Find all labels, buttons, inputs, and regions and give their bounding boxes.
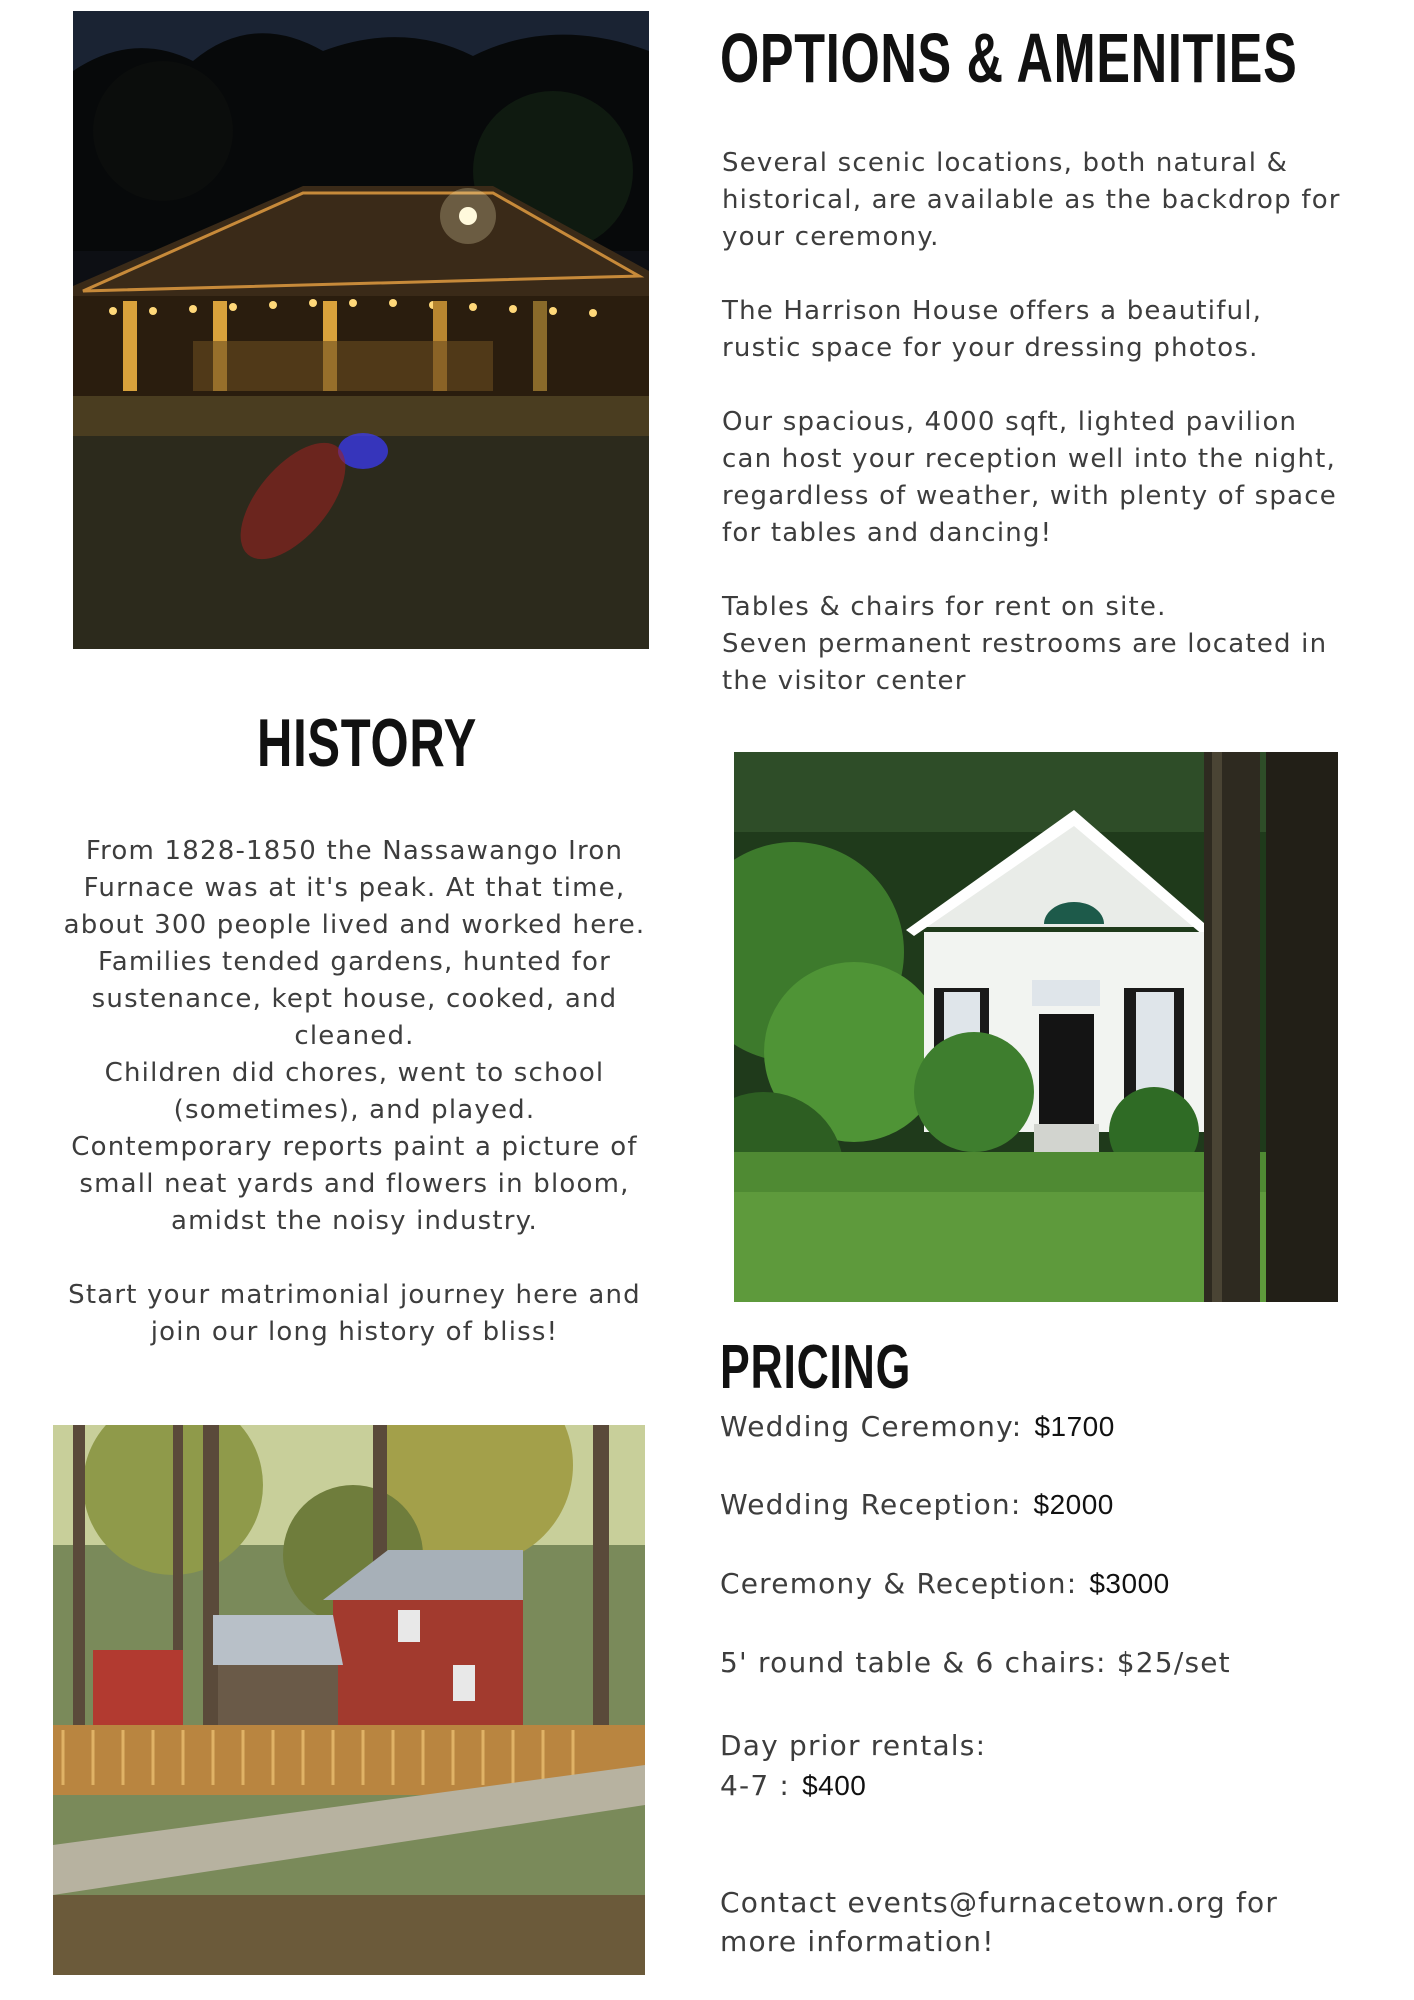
price-value-combo: $3000 [1089,1568,1170,1599]
price-value-ceremony: $1700 [1034,1411,1115,1442]
price-label-table-rental: 5' round table & 6 chairs: $25/set [720,1646,1231,1679]
price-row-combo [720,1567,1170,1600]
price-label-day-prior-hours: 4-7 : [720,1769,791,1802]
history-line-reports: Contemporary reports paint a picture of small neat yards and flowers in bloom, amidst the noisy industry. [71,1132,638,1236]
pavilion-night-photo [73,11,649,649]
price-row-table-rental [720,1646,1231,1679]
pricing-heading: PRICING [720,1333,912,1402]
price-row-day-prior [720,1726,986,1806]
history-line-children: Children did chores, went to school (sometimes), and played. [104,1058,605,1125]
options-paragraph-locations: Several scenic locations, both natural & historical, are available as the backdrop for your ceremony. [722,148,1341,252]
history-line-invitation: Start your matrimonial journey here and join our long history of bliss! [68,1280,641,1347]
price-row-reception [720,1488,1114,1521]
price-label-ceremony: Wedding Ceremony: [720,1410,1023,1443]
contact-line: Contact events@furnacetown.org for more information! [720,1886,1279,1958]
options-paragraph-restrooms: Seven permanent restrooms are located in the visitor center [722,629,1328,696]
harrison-house-photo [734,752,1338,1302]
price-row-ceremony [720,1410,1115,1443]
options-amenities-heading: OPTIONS & AMENITIES [720,19,1298,97]
history-line-families: Families tended gardens, hunted for sustenance, kept house, cooked, and cleaned. [91,947,618,1051]
farmhouse-chairs-photo [53,1425,645,1975]
options-paragraph-harrison-house: The Harrison House offers a beautiful, rustic space for your dressing photos. [722,296,1263,363]
price-value-day-prior: $400 [802,1770,867,1801]
price-label-reception: Wedding Reception: [720,1488,1022,1521]
history-line-furnace: From 1828-1850 the Nassawango Iron Furnace was at it's peak. At that time, about 300 people lived and worked here. [63,836,646,940]
price-label-combo: Ceremony & Reception: [720,1567,1078,1600]
history-heading: HISTORY [257,705,477,781]
price-value-reception: $2000 [1033,1489,1114,1520]
options-paragraph-tables: Tables & chairs for rent on site. [722,592,1167,622]
options-amenities-text [722,145,1342,700]
price-label-day-prior: Day prior rentals: [720,1729,987,1762]
history-text [62,833,647,1351]
options-paragraph-pavilion: Our spacious, 4000 sqft, lighted pavilion can host your reception well into the night, regardless of weather, with plenty of space for tables and dancing! [722,407,1337,548]
contact-text [720,1883,1360,1961]
